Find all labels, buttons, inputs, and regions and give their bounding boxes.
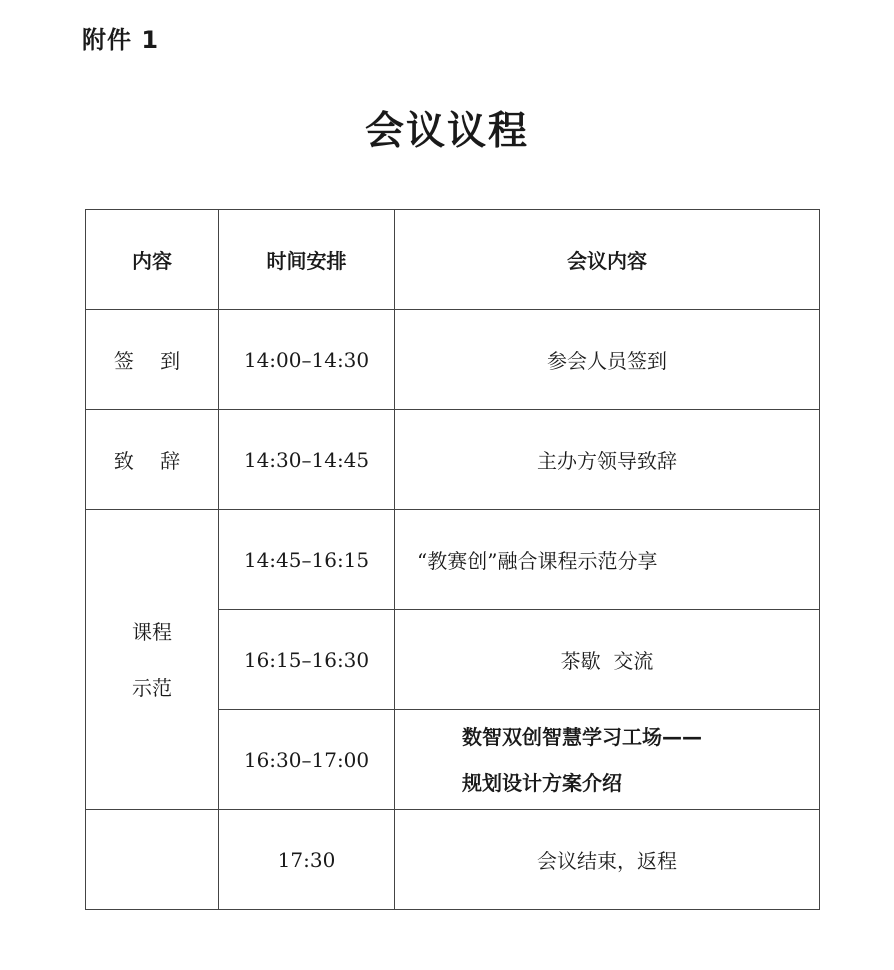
time-cell: 16:15–16:30 [219, 610, 395, 710]
content-cell [395, 710, 820, 810]
section-cell: 签 到 [86, 310, 219, 410]
page-title: 会议议程 [364, 108, 529, 154]
header-section: 内容 [86, 210, 219, 310]
table-row [86, 510, 820, 610]
table-row [86, 310, 820, 410]
section-line: 示范 [132, 675, 172, 700]
time-cell: 14:00–14:30 [219, 310, 395, 410]
content-cell: 参会人员签到 [395, 310, 820, 410]
content-cell: “教赛创”融合课程示范分享 [395, 510, 820, 610]
section-line: 课程 [132, 619, 172, 644]
header-time: 时间安排 [219, 210, 395, 310]
header-content: 会议内容 [395, 210, 820, 310]
time-cell: 16:30–17:00 [219, 710, 395, 810]
content-cell: 茶歇 交流 [395, 610, 820, 710]
content-line: 数智双创智慧学习工场—— [462, 724, 702, 749]
content-line: 规划设计方案介绍 [462, 770, 622, 795]
table-row [86, 410, 820, 510]
agenda-table [85, 209, 820, 910]
time-cell: 14:30–14:45 [219, 410, 395, 510]
time-cell: 14:45–16:15 [219, 510, 395, 610]
section-cell [86, 810, 219, 910]
content-cell: 会议结束，返程 [395, 810, 820, 910]
section-cell-course-demo [86, 510, 219, 810]
table-row [86, 810, 820, 910]
attachment-label: 附件 1 [82, 26, 160, 54]
time-cell: 17:30 [219, 810, 395, 910]
table-header-row [86, 210, 820, 310]
section-cell: 致 辞 [86, 410, 219, 510]
content-cell: 主办方领导致辞 [395, 410, 820, 510]
